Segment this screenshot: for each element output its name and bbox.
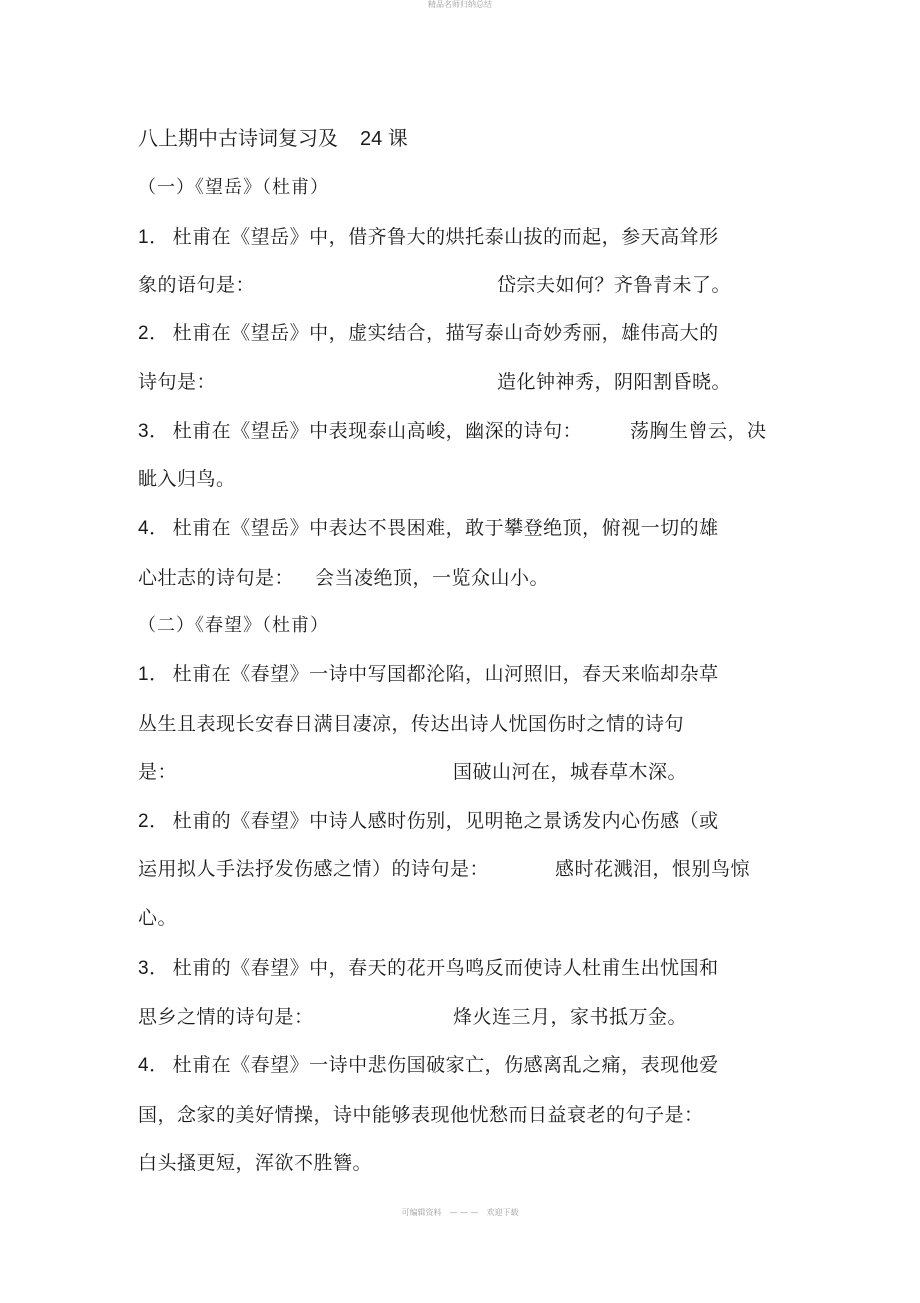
question-line: 4． 杜甫在《春望》一诗中悲伤国破家亡，伤感离乱之痛，表现他爱 [138, 1054, 719, 1076]
section-heading-chunwang: （二）《春望》（杜甫） [138, 615, 329, 636]
title-text: 八上期中古诗词复习及 [138, 126, 338, 150]
section-heading-wangyue: （一）《望岳》（杜甫） [138, 177, 329, 198]
answer-text: 荡胸生曾云，决 [630, 420, 767, 442]
question-line: 运用拟人手法抒发伤感之情）的诗句是： [138, 858, 490, 880]
answer-text: 感时花溅泪，恨别鸟惊 [555, 858, 751, 880]
answer-text: 白头搔更短，浑欲不胜簪。 [138, 1152, 373, 1174]
answer-text: 国破山河在，城春草木深。 [453, 761, 688, 783]
question-line: 1． 杜甫在《春望》一诗中写国都沦陷，山河照旧，春天来临却杂草 [138, 663, 719, 685]
question-line: 诗句是： [138, 371, 217, 393]
question-line: 丛生且表现长安春日满目凄凉，传达出诗人忧国伤时之情的诗句 [138, 713, 685, 735]
document-title [138, 126, 408, 151]
question-line: 是： [138, 761, 178, 783]
page-header: 精品名师归纳总结 [428, 0, 492, 9]
answer-text: 烽火连三月，家书抵万金。 [453, 1006, 688, 1028]
answer-text: 会当凌绝顶，一览众山小。 [315, 567, 550, 589]
question-line: 2． 杜甫的《春望》中诗人感时伤别，见明艳之景诱发内心伤感（或 [138, 810, 719, 832]
question-line: 2． 杜甫在《望岳》中，虚实结合，描写泰山奇妙秀丽，雄伟高大的 [138, 322, 719, 344]
question-line: 1． 杜甫在《望岳》中，借齐鲁大的烘托泰山拔的而起，参天高耸形 [138, 226, 719, 248]
page-footer: 可编辑资料 — — — 欢迎下载 [401, 1208, 519, 1217]
answer-text: 眦入归鸟。 [138, 468, 236, 490]
question-line: 3． 杜甫的《春望》中，春天的花开鸟鸣反而使诗人杜甫生出忧国和 [138, 957, 719, 979]
answer-text: 心。 [138, 907, 178, 929]
answer-text: 岱宗夫如何？齐鲁青未了。 [497, 274, 732, 296]
question-line: 3． 杜甫在《望岳》中表现泰山高峻，幽深的诗句： [138, 420, 583, 442]
question-line: 思乡之情的诗句是： [138, 1006, 314, 1028]
title-lesson-number: 24 课 [360, 128, 408, 150]
answer-text: 造化钟神秀，阴阳割昏晓。 [497, 371, 732, 393]
question-line: 4． 杜甫在《望岳》中表达不畏困难，敢于攀登绝顶，俯视一切的雄 [138, 517, 719, 539]
question-line: 国，念家的美好情操，诗中能够表现他忧愁而日益衰老的句子是： [138, 1104, 704, 1126]
question-line: 心壮志的诗句是： [138, 567, 295, 589]
question-line: 象的语句是： [138, 274, 256, 296]
